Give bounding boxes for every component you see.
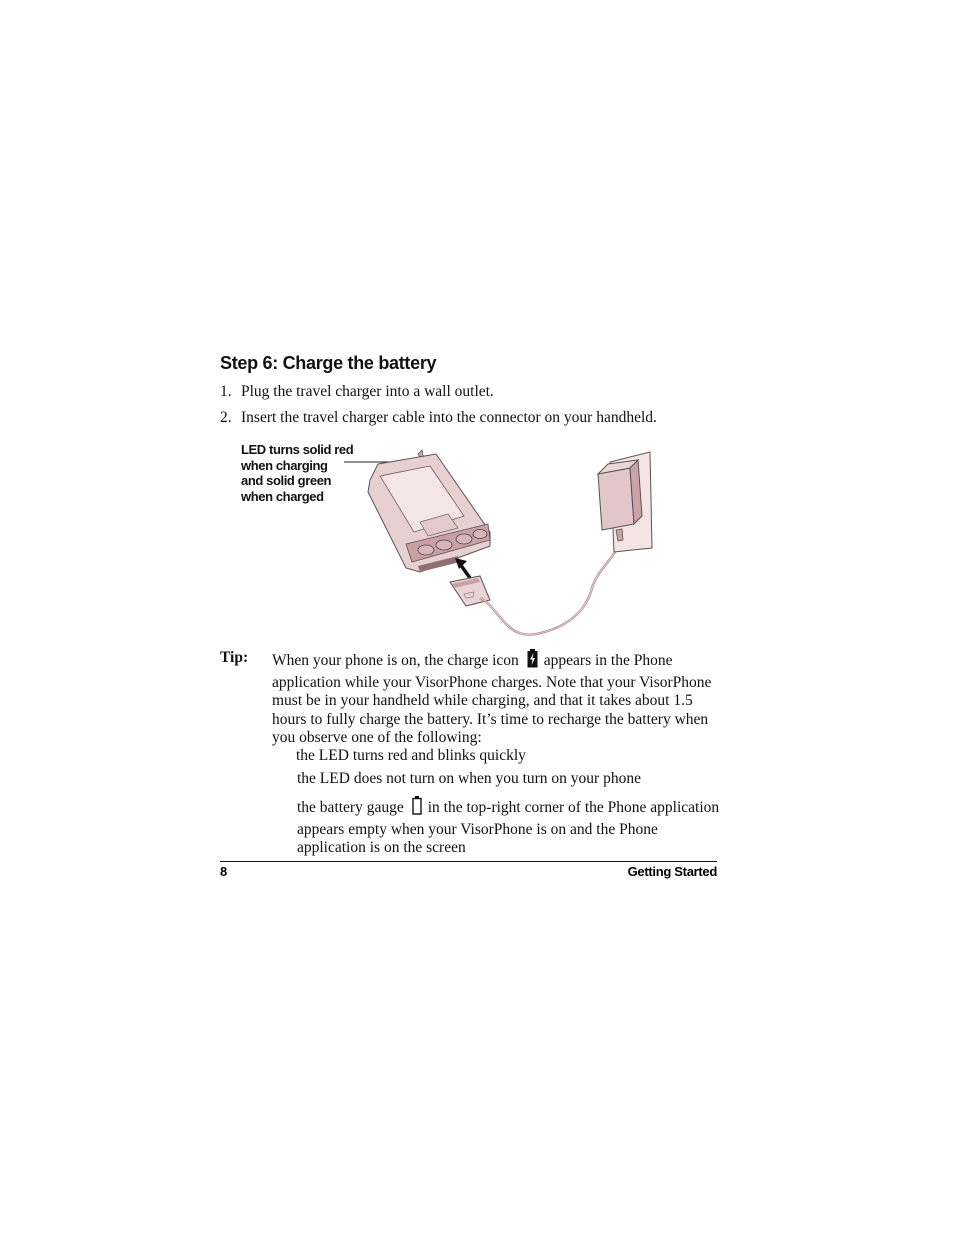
led-callout — [241, 442, 353, 504]
charging-illustration — [340, 440, 670, 645]
callout-line-4: when charged — [241, 488, 324, 504]
list-item-battery-text-after-icon: in the top-right corner of the Phone application appears empty when your VisorPhone is on and the Phone application is on the screen — [297, 799, 720, 856]
charge-icon — [527, 649, 538, 674]
list-item-battery-empty — [295, 796, 720, 858]
list-item-led-off: the LED does not turn on when you turn on your phone — [297, 770, 641, 787]
tip-text — [272, 649, 718, 748]
charger-cable-illustration — [480, 540, 620, 635]
battery-gauge-icon — [412, 796, 422, 821]
step-2-number: 2. — [220, 409, 232, 426]
handheld-device-illustration — [368, 450, 490, 572]
step-2-text: Insert the travel charger cable into the connector on your handheld. — [241, 409, 657, 426]
footer-rule — [220, 861, 717, 862]
callout-line-2: when charging — [241, 457, 328, 473]
page-number: 8 — [220, 864, 228, 879]
section-heading: Step 6: Charge the battery — [220, 353, 437, 373]
step-1-text: Plug the travel charger into a wall outlet. — [241, 383, 494, 400]
tip-label: Tip: — [220, 649, 249, 666]
callout-line-1: LED turns solid red — [241, 442, 354, 457]
step-2 — [220, 409, 657, 427]
callout-line-3: and solid green — [241, 473, 332, 489]
list-item-led-blinks: the LED turns red and blinks quickly — [296, 747, 526, 764]
step-1-number: 1. — [220, 383, 232, 400]
list-item-battery-text-before-icon: the battery gauge — [297, 799, 404, 816]
insert-arrow-illustration — [455, 558, 470, 578]
tip-text-after-icon: appears in the Phone application while your VisorPhone charges. Note that your VisorPhone must be in your handheld while charging, and that it takes about 1.5 hours to fully charge the battery. It’s time to recharge the battery when you observe one of the following: — [272, 652, 712, 746]
step-1 — [220, 383, 494, 401]
footer-section-title: Getting Started — [627, 864, 717, 879]
tip-text-before-icon: When your phone is on, the charge icon — [272, 652, 519, 669]
